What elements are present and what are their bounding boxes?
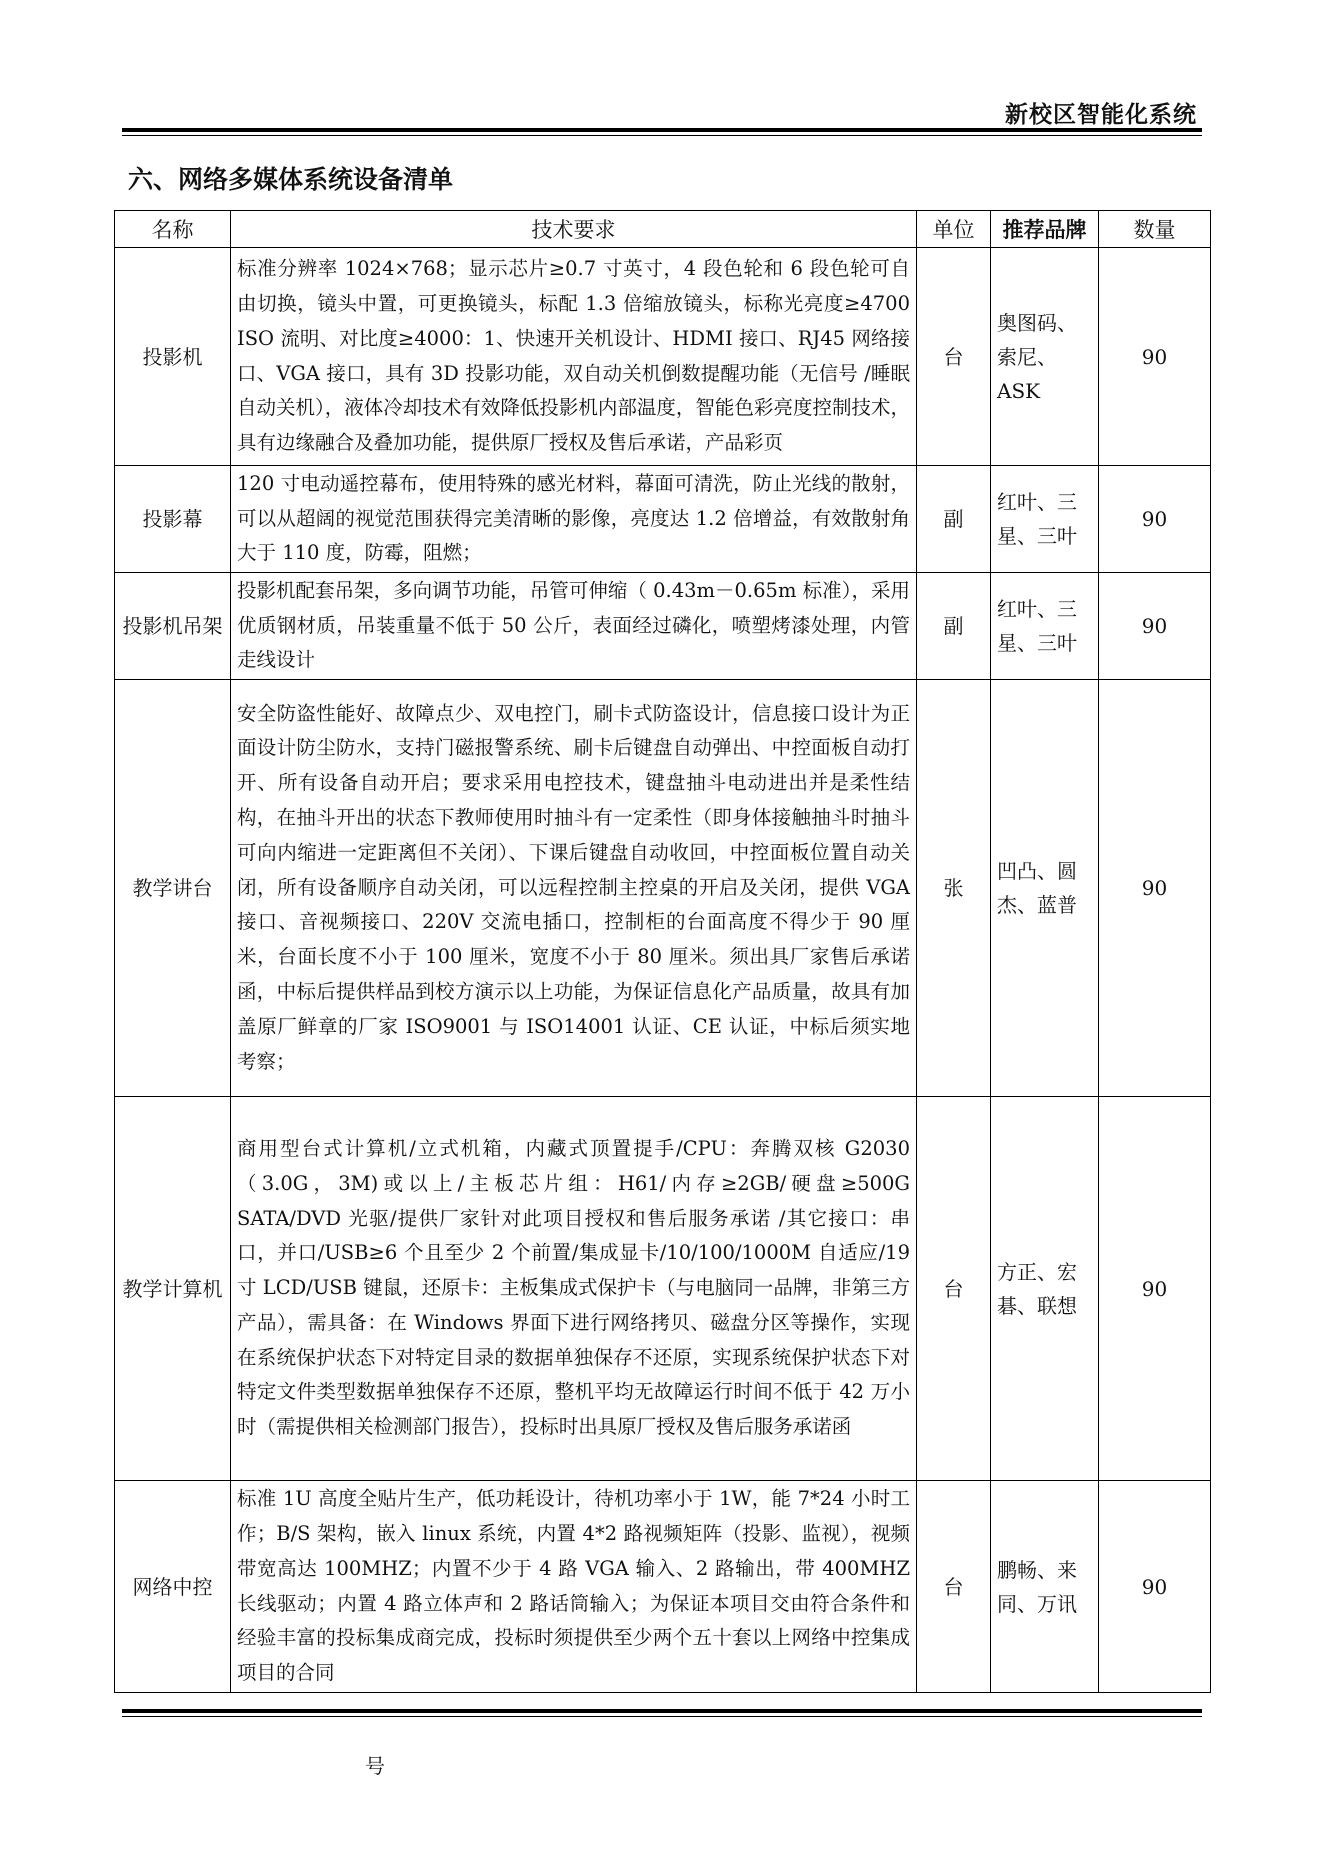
row-unit: 张	[917, 680, 991, 1097]
column-header-qty: 数量	[1099, 211, 1211, 248]
row-brand: 凹凸、圆杰、蓝普	[991, 680, 1099, 1097]
row-tech: 120 寸电动遥控幕布，使用特殊的感光材料，幕面可清洗，防止光线的散射，可以从超阔的视觉范围获得完美清晰的影像，亮度达 1.2 倍增益，有效散射角大于 110 度，防霉，阻燃；	[231, 466, 917, 573]
footer-rule-thin	[122, 1716, 1202, 1717]
table-row	[115, 1097, 1211, 1481]
row-name: 教学计算机	[115, 1097, 231, 1481]
footer-page-mark: 号	[365, 1754, 385, 1778]
header-rule-thin	[122, 135, 1202, 136]
row-name: 投影机吊架	[115, 573, 231, 680]
row-brand: 方正、宏碁、联想	[991, 1097, 1099, 1481]
row-name: 投影机	[115, 248, 231, 466]
header-rule-thick	[122, 128, 1202, 132]
row-name: 教学讲台	[115, 680, 231, 1097]
row-unit: 台	[917, 1481, 991, 1693]
row-brand: 红叶、三星、三叶	[991, 466, 1099, 573]
row-unit: 副	[917, 466, 991, 573]
row-name: 网络中控	[115, 1481, 231, 1693]
row-tech: 安全防盗性能好、故障点少、双电控门，刷卡式防盗设计，信息接口设计为正面设计防尘防水，支持门磁报警系统、刷卡后键盘自动弹出、中控面板自动打开、所有设备自动开启；要求采用电控技术，键盘抽斗电动进出并是柔性结构，在抽斗开出的状态下教师使用时抽斗有一定柔性（即身体接触抽斗时抽斗可向内缩进一定距离但不关闭）、下课后键盘自动收回，中控面板位置自动关闭，所有设备顺序自动关闭，可以远程控制主控桌的开启及关闭，提供 VGA 接口、音视频接口、220V 交流电插口，控制柜的台面高度不得少于 90 厘米，台面长度不小于 100 厘米，宽度不小于 80 厘米。须出具厂家售后承诺函，中标后提供样品到校方演示以上功能，为保证信息化产品质量，故具有加盖原厂鲜章的厂家 ISO9001 与 ISO14001 认证、CE 认证，中标后须实地考察；	[231, 680, 917, 1097]
row-qty: 90	[1099, 466, 1211, 573]
row-qty: 90	[1099, 680, 1211, 1097]
row-qty: 90	[1099, 1097, 1211, 1481]
column-header-tech: 技术要求	[231, 211, 917, 248]
row-brand: 红叶、三星、三叶	[991, 573, 1099, 680]
row-tech: 商用型台式计算机/立式机箱，内藏式顶置提手/CPU：奔腾双核 G2030（3.0G，3M)或以上/主板芯片组：H61/内存≥2GB/硬盘≥500G SATA/DVD 光驱/提供厂家针对此项目授权和售后服务承诺 /其它接口：串口，并口/USB≥6 个且至少 2 个前置/集成显卡/10/100/1000M 自适应/19 寸 LCD/USB 键鼠，还原卡：主板集成式保护卡（与电脑同一品牌，非第三方产品），需具备：在 Windows 界面下进行网络拷贝、磁盘分区等操作，实现在系统保护状态下对特定目录的数据单独保存不还原，实现系统保护状态下对特定文件类型数据单独保存不还原，整机平均无故障运行时间不低于 42 万小时（需提供相关检测部门报告），投标时出具原厂授权及售后服务承诺函	[231, 1097, 917, 1481]
row-tech: 标准 1U 高度全贴片生产，低功耗设计，待机功率小于 1W，能 7*24 小时工作；B/S 架构，嵌入 linux 系统，内置 4*2 路视频矩阵（投影、监视），视频带宽高达 100MHZ；内置不少于 4 路 VGA 输入、2 路输出，带 400MHZ 长线驱动；内置 4 路立体声和 2 路话筒输入；为保证本项目交由符合条件和经验丰富的投标集成商完成，投标时须提供至少两个五十套以上网络中控集成项目的合同	[231, 1481, 917, 1693]
row-name: 投影幕	[115, 466, 231, 573]
row-unit: 副	[917, 573, 991, 680]
table-row	[115, 248, 1211, 466]
row-qty: 90	[1099, 1481, 1211, 1693]
footer-rule-thick	[122, 1709, 1202, 1713]
document-header-title: 新校区智能化系统	[1005, 102, 1197, 128]
column-header-name: 名称	[115, 211, 231, 248]
column-header-brand: 推荐品牌	[991, 211, 1099, 248]
row-tech: 投影机配套吊架，多向调节功能，吊管可伸缩（ 0.43m－0.65m 标准），采用优质钢材质，吊装重量不低于 50 公斤，表面经过磷化，喷塑烤漆处理，内管走线设计	[231, 573, 917, 680]
table-header-row	[115, 211, 1211, 248]
row-qty: 90	[1099, 573, 1211, 680]
row-unit: 台	[917, 1097, 991, 1481]
row-brand: 奥图码、索尼、ASK	[991, 248, 1099, 466]
section-title: 六、网络多媒体系统设备清单	[128, 165, 454, 194]
table-row	[115, 573, 1211, 680]
row-tech: 标准分辨率 1024×768；显示芯片≥0.7 寸英寸，4 段色轮和 6 段色轮可自由切换，镜头中置，可更换镜头，标配 1.3 倍缩放镜头，标称光亮度≥4700 ISO 流明、对比度≥4000：1、快速开关机设计、HDMI 接口、RJ45 网络接口、VGA 接口，具有 3D 投影功能，双自动关机倒数提醒功能（无信号 /睡眠自动关机），液体冷却技术有效降低投影机内部温度，智能色彩亮度控制技术，具有边缘融合及叠加功能，提供原厂授权及售后承诺，产品彩页	[231, 248, 917, 466]
table-row	[115, 1481, 1211, 1693]
row-qty: 90	[1099, 248, 1211, 466]
column-header-unit: 单位	[917, 211, 991, 248]
table-row	[115, 680, 1211, 1097]
row-brand: 鹏畅、来同、万讯	[991, 1481, 1099, 1693]
equipment-table	[114, 210, 1211, 1693]
row-unit: 台	[917, 248, 991, 466]
table-row	[115, 466, 1211, 573]
